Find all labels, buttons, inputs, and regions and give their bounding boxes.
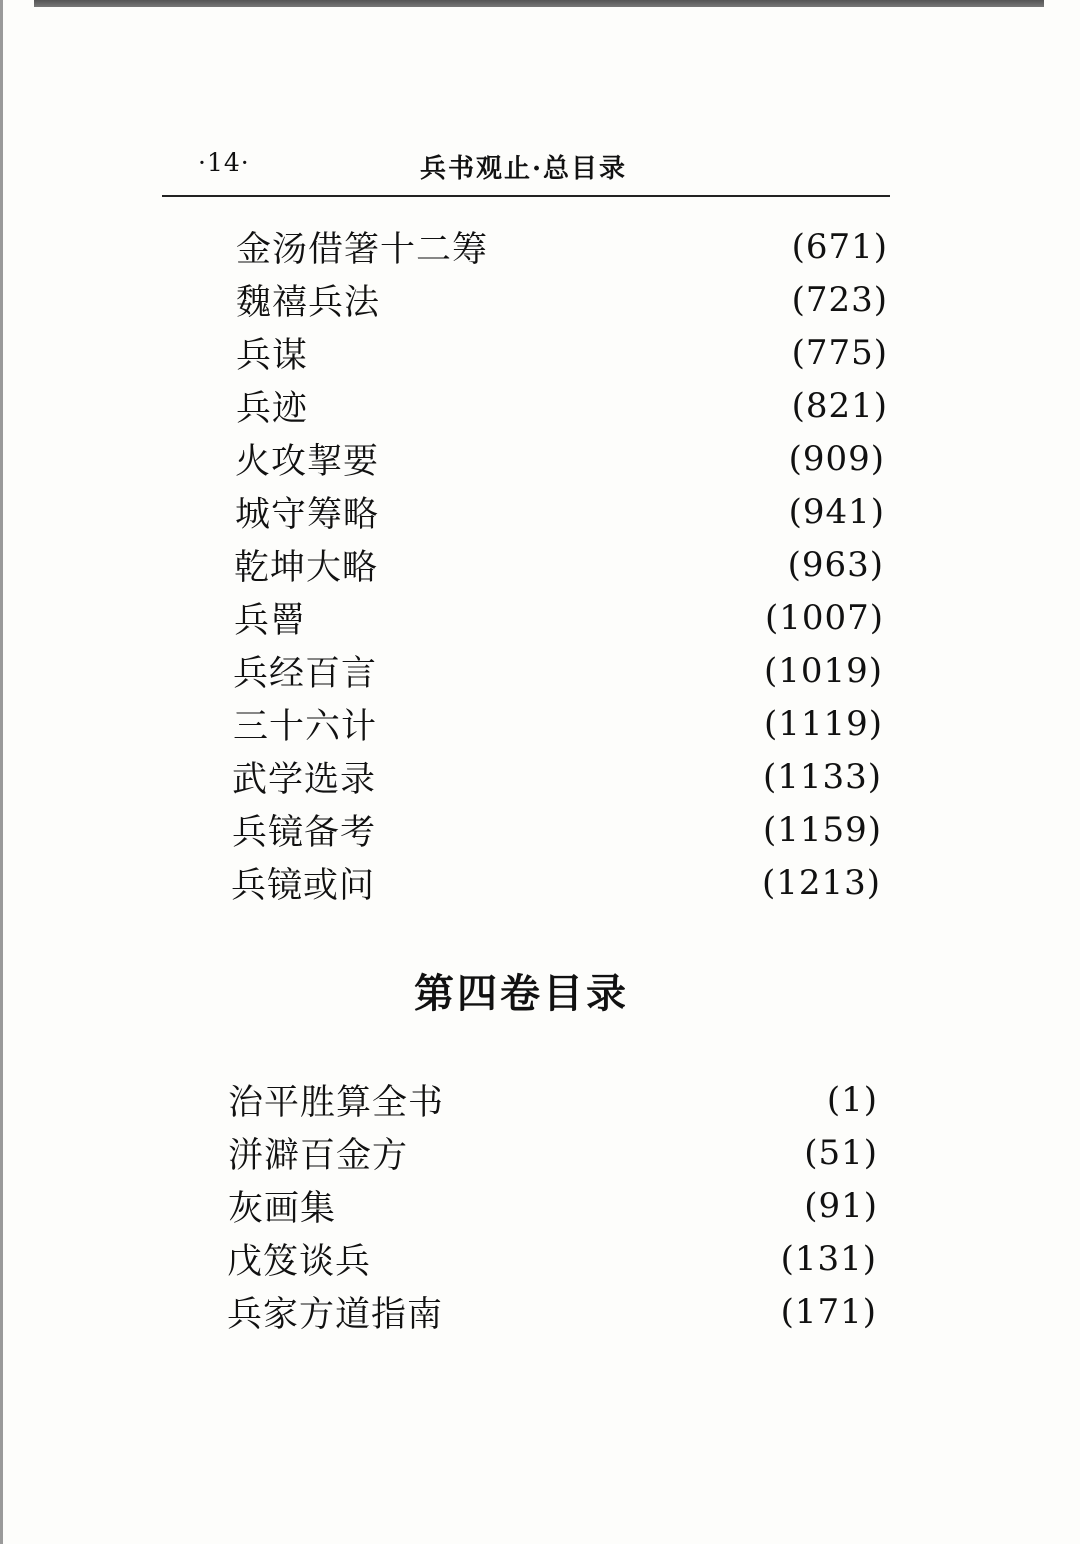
toc-entry-page: (963) [787,545,884,585]
leader-dots [377,646,750,696]
leader-dots [375,858,748,908]
toc-entry [234,540,884,590]
toc-entry [228,1128,878,1178]
toc-entry [233,646,883,696]
leader-dots [389,487,775,537]
toc-entry-page: (1007) [764,598,884,638]
toc-entry-title: 兵镜备考 [232,813,377,853]
toc-entry-page: (671) [791,227,888,267]
toc-entry-page: (131) [780,1239,877,1279]
toc-entry-page: (909) [788,439,885,479]
toc-entry-page: (91) [804,1186,878,1226]
toc-entry-title: 兵迹 [236,389,309,429]
toc-entry-title: 武学选录 [232,760,377,800]
toc-entry-title: 兵罾 [234,601,307,641]
toc-entry [228,1075,878,1125]
leader-dots [498,222,778,272]
running-title: 兵书观止·总目录 [420,154,628,184]
toc-entry-title: 兵谋 [236,336,309,376]
toc-entry [236,328,888,378]
leader-dots [318,328,778,378]
toc-entry [234,593,884,643]
toc-entry-page: (1) [826,1080,878,1120]
toc-entry-title: 兵镜或问 [231,866,376,906]
top-border-rule [34,0,1044,7]
toc-entry-page: (51) [804,1133,878,1173]
toc-entry-title: 三十六计 [233,707,378,747]
toc-entry [227,1287,877,1337]
page-number: ·14· [198,148,250,177]
toc-entry-title: 火攻挈要 [235,442,380,482]
toc-entry-page: (723) [791,280,888,320]
leader-dots [389,434,775,484]
leader-dots [336,1181,790,1231]
leader-dots [453,1287,767,1337]
toc-entry-page: (1119) [763,704,883,744]
left-page-edge [0,0,3,1544]
toc-entry [228,1181,878,1231]
toc-entry-page: (1213) [761,863,881,903]
toc-entry-title: 戊笈谈兵 [227,1242,372,1282]
toc-entry-title: 乾坤大略 [234,548,379,588]
toc-entry-title: 治平胜算全书 [228,1083,445,1123]
toc-entry [235,487,885,537]
leader-dots [377,699,750,749]
toc-entry-title: 城守筹略 [235,495,380,535]
toc-entry [233,699,883,749]
toc-entry-title: 魏禧兵法 [236,283,381,323]
leader-dots [376,805,749,855]
leader-dots [388,540,774,590]
toc-entry-title: 兵家方道指南 [227,1295,444,1335]
toc-entry-page: (775) [791,333,888,373]
section-heading: 第四卷目录 [414,970,629,1017]
toc-entry-title: 金汤借箸十二筹 [236,230,489,270]
leader-dots [390,275,778,325]
toc-entry-title: 兵经百言 [233,654,378,694]
toc-entry [236,381,888,431]
toc-entry-page: (171) [780,1292,877,1332]
leader-dots [381,1234,767,1284]
toc-entry-page: (821) [791,386,888,426]
leader-dots [454,1075,813,1125]
toc-entry-title: 灰画集 [228,1189,337,1229]
leader-dots [306,593,751,643]
toc-entry [231,858,881,908]
toc-entry-title: 洴澼百金方 [228,1136,409,1176]
toc-entry [236,275,888,325]
toc-entry [235,434,885,484]
header-rule [162,195,890,197]
toc-entry-page: (1159) [762,810,882,850]
toc-entry-page: (1019) [763,651,883,691]
leader-dots [376,752,749,802]
toc-entry [236,222,888,272]
toc-entry [232,752,882,802]
toc-entry [227,1234,877,1284]
toc-entry [232,805,882,855]
leader-dots [408,1128,790,1178]
toc-entry-page: (941) [788,492,885,532]
toc-entry-page: (1133) [762,757,882,797]
leader-dots [318,381,778,431]
